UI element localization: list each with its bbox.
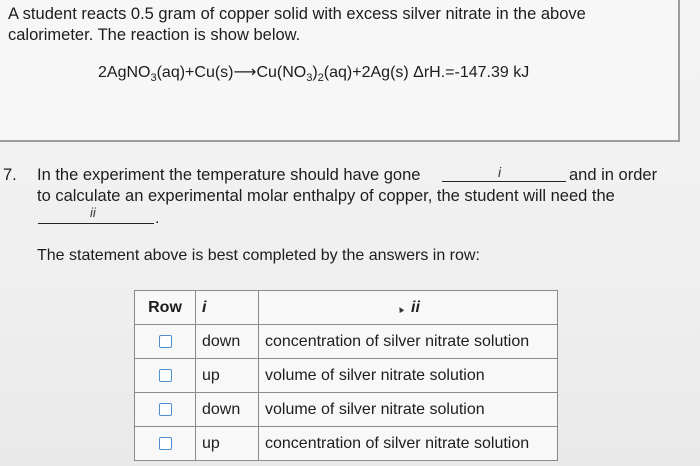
question-line-1-end: and in order [569, 166, 658, 184]
table-row [135, 325, 558, 359]
table-row [135, 393, 558, 427]
equation-part: ) [312, 64, 318, 81]
equation-part: 2AgNO [98, 64, 151, 81]
table-row [135, 427, 558, 461]
row-select-cell [135, 325, 196, 359]
header-row: Row [135, 291, 196, 325]
equation-part: (aq)+Cu(s) [156, 64, 234, 81]
table-header-row [135, 291, 558, 325]
header-ii [259, 291, 558, 325]
blank-i [442, 181, 566, 182]
blank-i-label: i [498, 164, 502, 180]
equation-subscript: 3 [150, 72, 157, 85]
blank-ii-period: . [155, 210, 160, 227]
question-line-2: to calculate an experimental molar enthalpy of copper, the student will need the [37, 187, 615, 205]
checkbox[interactable] [159, 335, 172, 348]
header-ii-label: ii [411, 298, 420, 316]
cell-ii: concentration of silver nitrate solution [259, 427, 558, 461]
cell-i: up [196, 359, 259, 393]
cell-ii: concentration of silver nitrate solution [259, 325, 558, 359]
checkbox[interactable] [159, 437, 172, 450]
reaction-equation [98, 62, 529, 84]
intro-text: A student reacts 0.5 gram of copper solid with excess silver nitrate in the above calorimeter. The reaction is show below. [8, 5, 586, 44]
statement-text: The statement above is best completed by the answers in row: [37, 247, 480, 264]
row-select-cell [135, 359, 196, 393]
blank-ii [38, 223, 154, 224]
checkbox[interactable] [159, 403, 172, 416]
cell-i: down [196, 325, 259, 359]
row-select-cell [135, 427, 196, 461]
equation-subscript: 2 [317, 72, 324, 85]
equation-subscript: 3 [306, 72, 313, 85]
blank-ii-label: ii [90, 205, 96, 220]
reaction-arrow: ⟶ [233, 64, 257, 81]
cell-i: down [196, 393, 259, 427]
mouse-cursor-icon: ▲ [394, 301, 407, 316]
cell-i: up [196, 427, 259, 461]
checkbox[interactable] [159, 369, 172, 382]
cell-ii: volume of silver nitrate solution [259, 393, 558, 427]
header-i: i [196, 291, 259, 325]
cell-ii: volume of silver nitrate solution [259, 359, 558, 393]
table-row [135, 359, 558, 393]
equation-part: (aq)+2Ag(s) ΔrH.=-147.39 kJ [323, 64, 530, 81]
question-line-1-start: In the experiment the temperature should have gone [37, 166, 421, 184]
row-select-cell [135, 393, 196, 427]
answer-table [134, 290, 558, 461]
question-number: 7. [3, 166, 17, 184]
equation-part: Cu(NO [256, 64, 307, 81]
